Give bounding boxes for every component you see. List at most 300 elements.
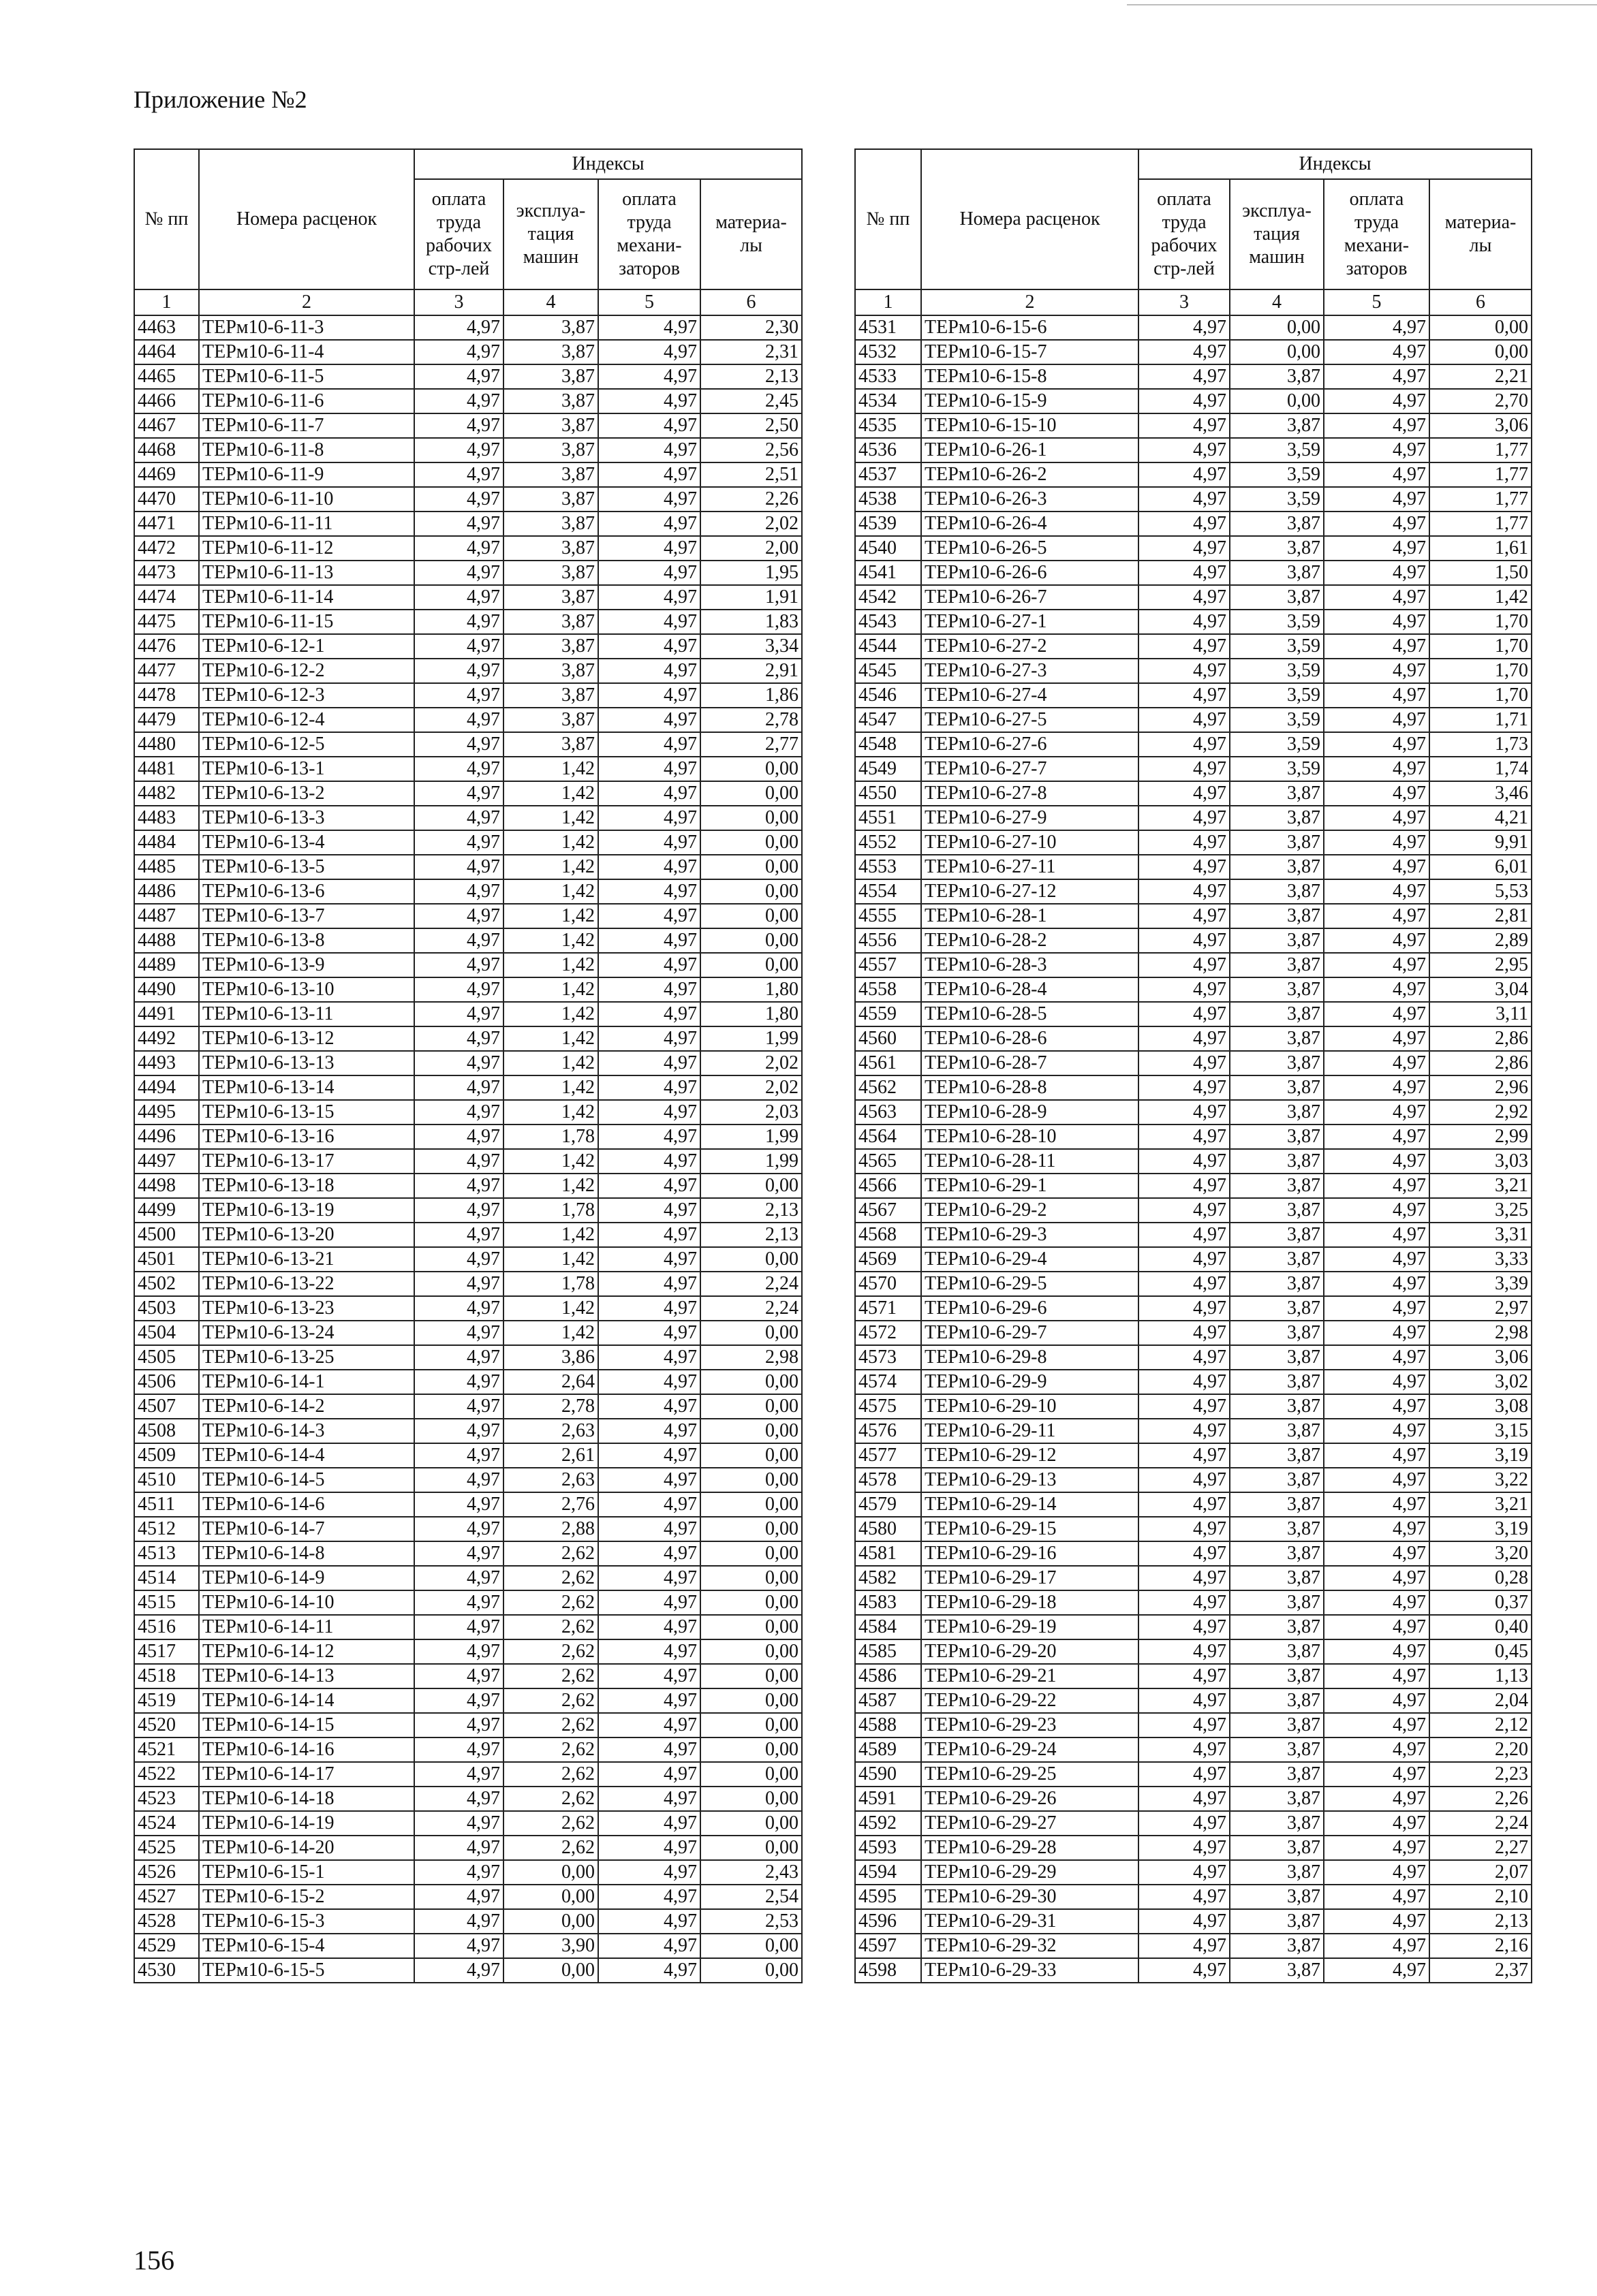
table-row [134,659,802,683]
labor-index: 4,97 [1138,610,1230,634]
operators-index: 4,97 [1324,683,1429,708]
rate-code: ТЕРм10-6-14-8 [199,1541,414,1566]
row-number: 4538 [855,487,921,512]
table-row [134,561,802,585]
row-number: 4468 [134,438,199,462]
rate-code: ТЕРм10-6-15-10 [921,413,1138,438]
labor-index: 4,97 [1138,1615,1230,1639]
row-number: 4522 [134,1762,199,1787]
row-number: 4515 [134,1590,199,1615]
rate-code: ТЕРм10-6-28-9 [921,1100,1138,1125]
labor-index: 4,97 [1138,1198,1230,1223]
table-row [134,1885,802,1909]
operators-index: 4,97 [1324,953,1429,977]
labor-index: 4,97 [1138,1174,1230,1198]
table-row [855,1934,1532,1958]
operators-index: 4,97 [598,781,700,806]
machines-index: 1,78 [503,1272,598,1296]
row-number: 4590 [855,1762,921,1787]
materials-index: 2,43 [700,1860,802,1885]
materials-index: 3,20 [1429,1541,1532,1566]
materials-index: 0,00 [700,1639,802,1664]
rate-code: ТЕРм10-6-13-8 [199,928,414,953]
materials-index: 0,00 [700,1517,802,1541]
operators-index: 4,97 [598,1125,700,1149]
operators-index: 4,97 [598,413,700,438]
row-number: 4581 [855,1541,921,1566]
materials-index: 2,99 [1429,1125,1532,1149]
col-number: 4 [1230,289,1324,315]
machines-index: 3,87 [1230,1934,1324,1958]
labor-index: 4,97 [1138,1370,1230,1394]
row-number: 4487 [134,904,199,928]
operators-index: 4,97 [598,1615,700,1639]
machines-index: 3,59 [1230,438,1324,462]
row-number: 4473 [134,561,199,585]
table-row [134,1909,802,1934]
row-number: 4530 [134,1958,199,1983]
table-row [134,708,802,732]
row-number: 4537 [855,462,921,487]
materials-index: 0,00 [700,1321,802,1345]
table-row [855,953,1532,977]
materials-index: 0,00 [700,1688,802,1713]
materials-index: 1,99 [700,1125,802,1149]
labor-index: 4,97 [1138,1321,1230,1345]
row-number: 4510 [134,1468,199,1492]
operators-index: 4,97 [1324,1958,1429,1983]
materials-index: 1,83 [700,610,802,634]
operators-index: 4,97 [598,708,700,732]
table-row [134,1566,802,1590]
operators-index: 4,97 [598,1002,700,1026]
rate-code: ТЕРм10-6-29-30 [921,1885,1138,1909]
row-number: 4523 [134,1787,199,1811]
table-row [855,1688,1532,1713]
table-row [855,806,1532,830]
row-number: 4471 [134,512,199,536]
materials-index: 0,00 [700,1394,802,1419]
table-row [855,1149,1532,1174]
operators-index: 4,97 [598,1345,700,1370]
rate-code: ТЕРм10-6-14-17 [199,1762,414,1787]
operators-index: 4,97 [1324,1885,1429,1909]
table-row [855,1713,1532,1737]
row-number: 4567 [855,1198,921,1223]
labor-index: 4,97 [1138,1468,1230,1492]
row-number: 4501 [134,1247,199,1272]
table-row [134,1787,802,1811]
table-row [134,389,802,413]
materials-index: 6,01 [1429,855,1532,879]
rate-code: ТЕРм10-6-15-4 [199,1934,414,1958]
materials-index: 1,13 [1429,1664,1532,1688]
materials-index: 2,30 [700,315,802,340]
machines-index: 3,87 [1230,1517,1324,1541]
labor-index: 4,97 [414,1615,503,1639]
col-header-code: Номера расценок [199,149,414,289]
table-row [855,512,1532,536]
table-row [855,610,1532,634]
labor-index: 4,97 [1138,757,1230,781]
materials-index: 2,54 [700,1885,802,1909]
machines-index: 3,87 [1230,977,1324,1002]
machines-index: 3,87 [1230,781,1324,806]
row-number: 4554 [855,879,921,904]
machines-index: 3,87 [1230,1321,1324,1345]
col-number: 1 [134,289,199,315]
machines-index: 1,42 [503,904,598,928]
machines-index: 3,87 [1230,1198,1324,1223]
machines-index: 2,88 [503,1517,598,1541]
operators-index: 4,97 [598,928,700,953]
table-row [855,1811,1532,1836]
labor-index: 4,97 [1138,830,1230,855]
table-row [134,1394,802,1419]
table-row [134,487,802,512]
materials-index: 2,07 [1429,1860,1532,1885]
machines-index: 1,42 [503,1174,598,1198]
row-number: 4574 [855,1370,921,1394]
labor-index: 4,97 [414,781,503,806]
col-number: 3 [1138,289,1230,315]
row-number: 4552 [855,830,921,855]
row-number: 4597 [855,1934,921,1958]
materials-index: 3,08 [1429,1394,1532,1419]
labor-index: 4,97 [414,1026,503,1051]
materials-index: 2,04 [1429,1688,1532,1713]
table-row [855,1664,1532,1688]
table-row [134,1737,802,1762]
machines-index: 3,87 [1230,1174,1324,1198]
materials-index: 0,00 [700,806,802,830]
materials-index: 1,74 [1429,757,1532,781]
operators-index: 4,97 [598,512,700,536]
operators-index: 4,97 [598,561,700,585]
rate-code: ТЕРм10-6-14-18 [199,1787,414,1811]
materials-index: 1,71 [1429,708,1532,732]
rate-code: ТЕРм10-6-13-13 [199,1051,414,1075]
table-row [855,1198,1532,1223]
materials-index: 3,46 [1429,781,1532,806]
table-row [855,732,1532,757]
materials-index: 2,50 [700,413,802,438]
rate-code: ТЕРм10-6-29-5 [921,1272,1138,1296]
row-number: 4509 [134,1443,199,1468]
row-number: 4463 [134,315,199,340]
rate-code: ТЕРм10-6-15-2 [199,1885,414,1909]
materials-index: 2,98 [700,1345,802,1370]
rates-body-right [855,315,1532,1983]
row-number: 4525 [134,1836,199,1860]
col-number: 1 [855,289,921,315]
rate-code: ТЕРм10-6-29-24 [921,1737,1138,1762]
machines-index: 1,42 [503,1026,598,1051]
row-number: 4524 [134,1811,199,1836]
row-number: 4498 [134,1174,199,1198]
rate-code: ТЕРм10-6-15-6 [921,315,1138,340]
row-number: 4555 [855,904,921,928]
rate-code: ТЕРм10-6-28-3 [921,953,1138,977]
col-header-operators: оплата труда механи- заторов [598,179,700,289]
labor-index: 4,97 [1138,1492,1230,1517]
rate-code: ТЕРм10-6-13-19 [199,1198,414,1223]
appendix-title: Приложение №2 [134,86,307,113]
operators-index: 4,97 [1324,1345,1429,1370]
table-row [855,1909,1532,1934]
materials-index: 3,06 [1429,413,1532,438]
machines-index: 3,87 [1230,1443,1324,1468]
table-row [134,1026,802,1051]
labor-index: 4,97 [1138,879,1230,904]
operators-index: 4,97 [598,389,700,413]
rate-code: ТЕРм10-6-13-16 [199,1125,414,1149]
table-row [134,1125,802,1149]
materials-index: 2,89 [1429,928,1532,953]
machines-index: 1,42 [503,781,598,806]
table-row [134,1002,802,1026]
rates-table-right [854,148,1532,1983]
operators-index: 4,97 [598,1737,700,1762]
rate-code: ТЕРм10-6-14-16 [199,1737,414,1762]
materials-index: 5,53 [1429,879,1532,904]
machines-index: 3,87 [1230,1075,1324,1100]
materials-index: 1,86 [700,683,802,708]
operators-index: 4,97 [1324,1223,1429,1247]
col-header-labor: оплата труда рабочих стр-лей [414,179,503,289]
materials-index: 3,33 [1429,1247,1532,1272]
materials-index: 1,50 [1429,561,1532,585]
labor-index: 4,97 [1138,1566,1230,1590]
col-header-indices: Индексы [414,149,802,179]
table-row [855,1419,1532,1443]
machines-index: 2,62 [503,1541,598,1566]
table-row [134,634,802,659]
operators-index: 4,97 [1324,1100,1429,1125]
row-number: 4540 [855,536,921,561]
labor-index: 4,97 [414,1345,503,1370]
machines-index: 3,87 [1230,1149,1324,1174]
col-number: 3 [414,289,503,315]
labor-index: 4,97 [414,855,503,879]
operators-index: 4,97 [598,879,700,904]
materials-index: 0,00 [700,1174,802,1198]
operators-index: 4,97 [598,1566,700,1590]
row-number: 4493 [134,1051,199,1075]
operators-index: 4,97 [1324,389,1429,413]
table-row [855,1296,1532,1321]
materials-index: 0,00 [700,830,802,855]
materials-index: 3,31 [1429,1223,1532,1247]
machines-index: 3,87 [1230,364,1324,389]
machines-index: 3,87 [1230,413,1324,438]
table-row [134,1590,802,1615]
rate-code: ТЕРм10-6-13-23 [199,1296,414,1321]
rate-code: ТЕРм10-6-29-17 [921,1566,1138,1590]
machines-index: 3,59 [1230,610,1324,634]
materials-index: 0,00 [700,1737,802,1762]
table-row [855,1566,1532,1590]
table-row [855,340,1532,364]
operators-index: 4,97 [1324,855,1429,879]
labor-index: 4,97 [414,928,503,953]
operators-index: 4,97 [1324,1321,1429,1345]
materials-index: 0,00 [700,1492,802,1517]
col-number: 6 [1429,289,1532,315]
row-number: 4592 [855,1811,921,1836]
labor-index: 4,97 [414,1100,503,1125]
materials-index: 2,86 [1429,1026,1532,1051]
rate-code: ТЕРм10-6-26-7 [921,585,1138,610]
rate-code: ТЕРм10-6-12-4 [199,708,414,732]
machines-index: 1,78 [503,1125,598,1149]
rate-code: ТЕРм10-6-27-4 [921,683,1138,708]
labor-index: 4,97 [1138,977,1230,1002]
table-row [855,1026,1532,1051]
rate-code: ТЕРм10-6-29-8 [921,1345,1138,1370]
rate-code: ТЕРм10-6-14-7 [199,1517,414,1541]
table-row [855,1492,1532,1517]
labor-index: 4,97 [414,512,503,536]
machines-index: 3,87 [503,610,598,634]
machines-index: 3,87 [1230,1909,1324,1934]
table-row [855,1541,1532,1566]
row-number: 4484 [134,830,199,855]
table-row [134,1345,802,1370]
operators-index: 4,97 [598,1272,700,1296]
row-number: 4469 [134,462,199,487]
labor-index: 4,97 [1138,1075,1230,1100]
rate-code: ТЕРм10-6-13-15 [199,1100,414,1125]
row-number: 4545 [855,659,921,683]
col-number: 2 [921,289,1138,315]
operators-index: 4,97 [598,1198,700,1223]
labor-index: 4,97 [414,315,503,340]
machines-index: 3,87 [503,389,598,413]
table-row [134,830,802,855]
table-row [134,1198,802,1223]
row-number: 4494 [134,1075,199,1100]
labor-index: 4,97 [414,1247,503,1272]
row-number: 4569 [855,1247,921,1272]
operators-index: 4,97 [598,683,700,708]
operators-index: 4,97 [1324,561,1429,585]
table-row [134,1958,802,1983]
row-number: 4505 [134,1345,199,1370]
labor-index: 4,97 [1138,462,1230,487]
row-number: 4583 [855,1590,921,1615]
row-number: 4495 [134,1100,199,1125]
table-row [134,1541,802,1566]
operators-index: 4,97 [598,904,700,928]
row-number: 4527 [134,1885,199,1909]
operators-index: 4,97 [598,732,700,757]
operators-index: 4,97 [1324,1934,1429,1958]
materials-index: 1,95 [700,561,802,585]
labor-index: 4,97 [1138,1272,1230,1296]
row-number: 4571 [855,1296,921,1321]
materials-index: 0,00 [700,928,802,953]
machines-index: 3,87 [503,340,598,364]
row-number: 4544 [855,634,921,659]
rate-code: ТЕРм10-6-13-17 [199,1149,414,1174]
operators-index: 4,97 [598,1100,700,1125]
row-number: 4536 [855,438,921,462]
operators-index: 4,97 [1324,1394,1429,1419]
table-row [855,315,1532,340]
operators-index: 4,97 [1324,1664,1429,1688]
labor-index: 4,97 [1138,1590,1230,1615]
table-row [134,732,802,757]
row-number: 4561 [855,1051,921,1075]
machines-index: 3,87 [1230,1811,1324,1836]
labor-index: 4,97 [1138,1664,1230,1688]
machines-index: 2,62 [503,1787,598,1811]
row-number: 4534 [855,389,921,413]
labor-index: 4,97 [1138,1345,1230,1370]
materials-index: 2,02 [700,1051,802,1075]
machines-index: 3,59 [1230,462,1324,487]
table-row [855,561,1532,585]
materials-index: 0,45 [1429,1639,1532,1664]
materials-index: 0,00 [700,757,802,781]
row-number: 4514 [134,1566,199,1590]
operators-index: 4,97 [598,1860,700,1885]
machines-index: 3,87 [1230,879,1324,904]
materials-index: 1,77 [1429,438,1532,462]
materials-index: 2,10 [1429,1885,1532,1909]
table-row [855,708,1532,732]
machines-index: 3,87 [1230,1002,1324,1026]
row-number: 4572 [855,1321,921,1345]
rate-code: ТЕРм10-6-28-5 [921,1002,1138,1026]
rate-code: ТЕРм10-6-11-8 [199,438,414,462]
machines-index: 3,87 [1230,1492,1324,1517]
table-row [134,1517,802,1541]
operators-index: 4,97 [1324,1149,1429,1174]
table-row [134,1174,802,1198]
table-row [134,855,802,879]
rate-code: ТЕРм10-6-13-20 [199,1223,414,1247]
labor-index: 4,97 [414,1419,503,1443]
operators-index: 4,97 [1324,1370,1429,1394]
labor-index: 4,97 [1138,1149,1230,1174]
machines-index: 1,42 [503,1296,598,1321]
machines-index: 3,87 [1230,1468,1324,1492]
materials-index: 0,00 [700,879,802,904]
labor-index: 4,97 [414,1492,503,1517]
operators-index: 4,97 [1324,1492,1429,1517]
machines-index: 3,87 [503,413,598,438]
operators-index: 4,97 [598,855,700,879]
labor-index: 4,97 [414,1468,503,1492]
rate-code: ТЕРм10-6-14-1 [199,1370,414,1394]
table-row [134,610,802,634]
rate-code: ТЕРм10-6-29-3 [921,1223,1138,1247]
rate-code: ТЕРм10-6-14-5 [199,1468,414,1492]
rate-code: ТЕРм10-6-14-3 [199,1419,414,1443]
operators-index: 4,97 [1324,1443,1429,1468]
materials-index: 3,21 [1429,1492,1532,1517]
operators-index: 4,97 [1324,315,1429,340]
rate-code: ТЕРм10-6-11-14 [199,585,414,610]
labor-index: 4,97 [414,1762,503,1787]
table-row [134,585,802,610]
operators-index: 4,97 [598,1811,700,1836]
operators-index: 4,97 [1324,1860,1429,1885]
table-row [134,340,802,364]
rate-code: ТЕРм10-6-29-14 [921,1492,1138,1517]
